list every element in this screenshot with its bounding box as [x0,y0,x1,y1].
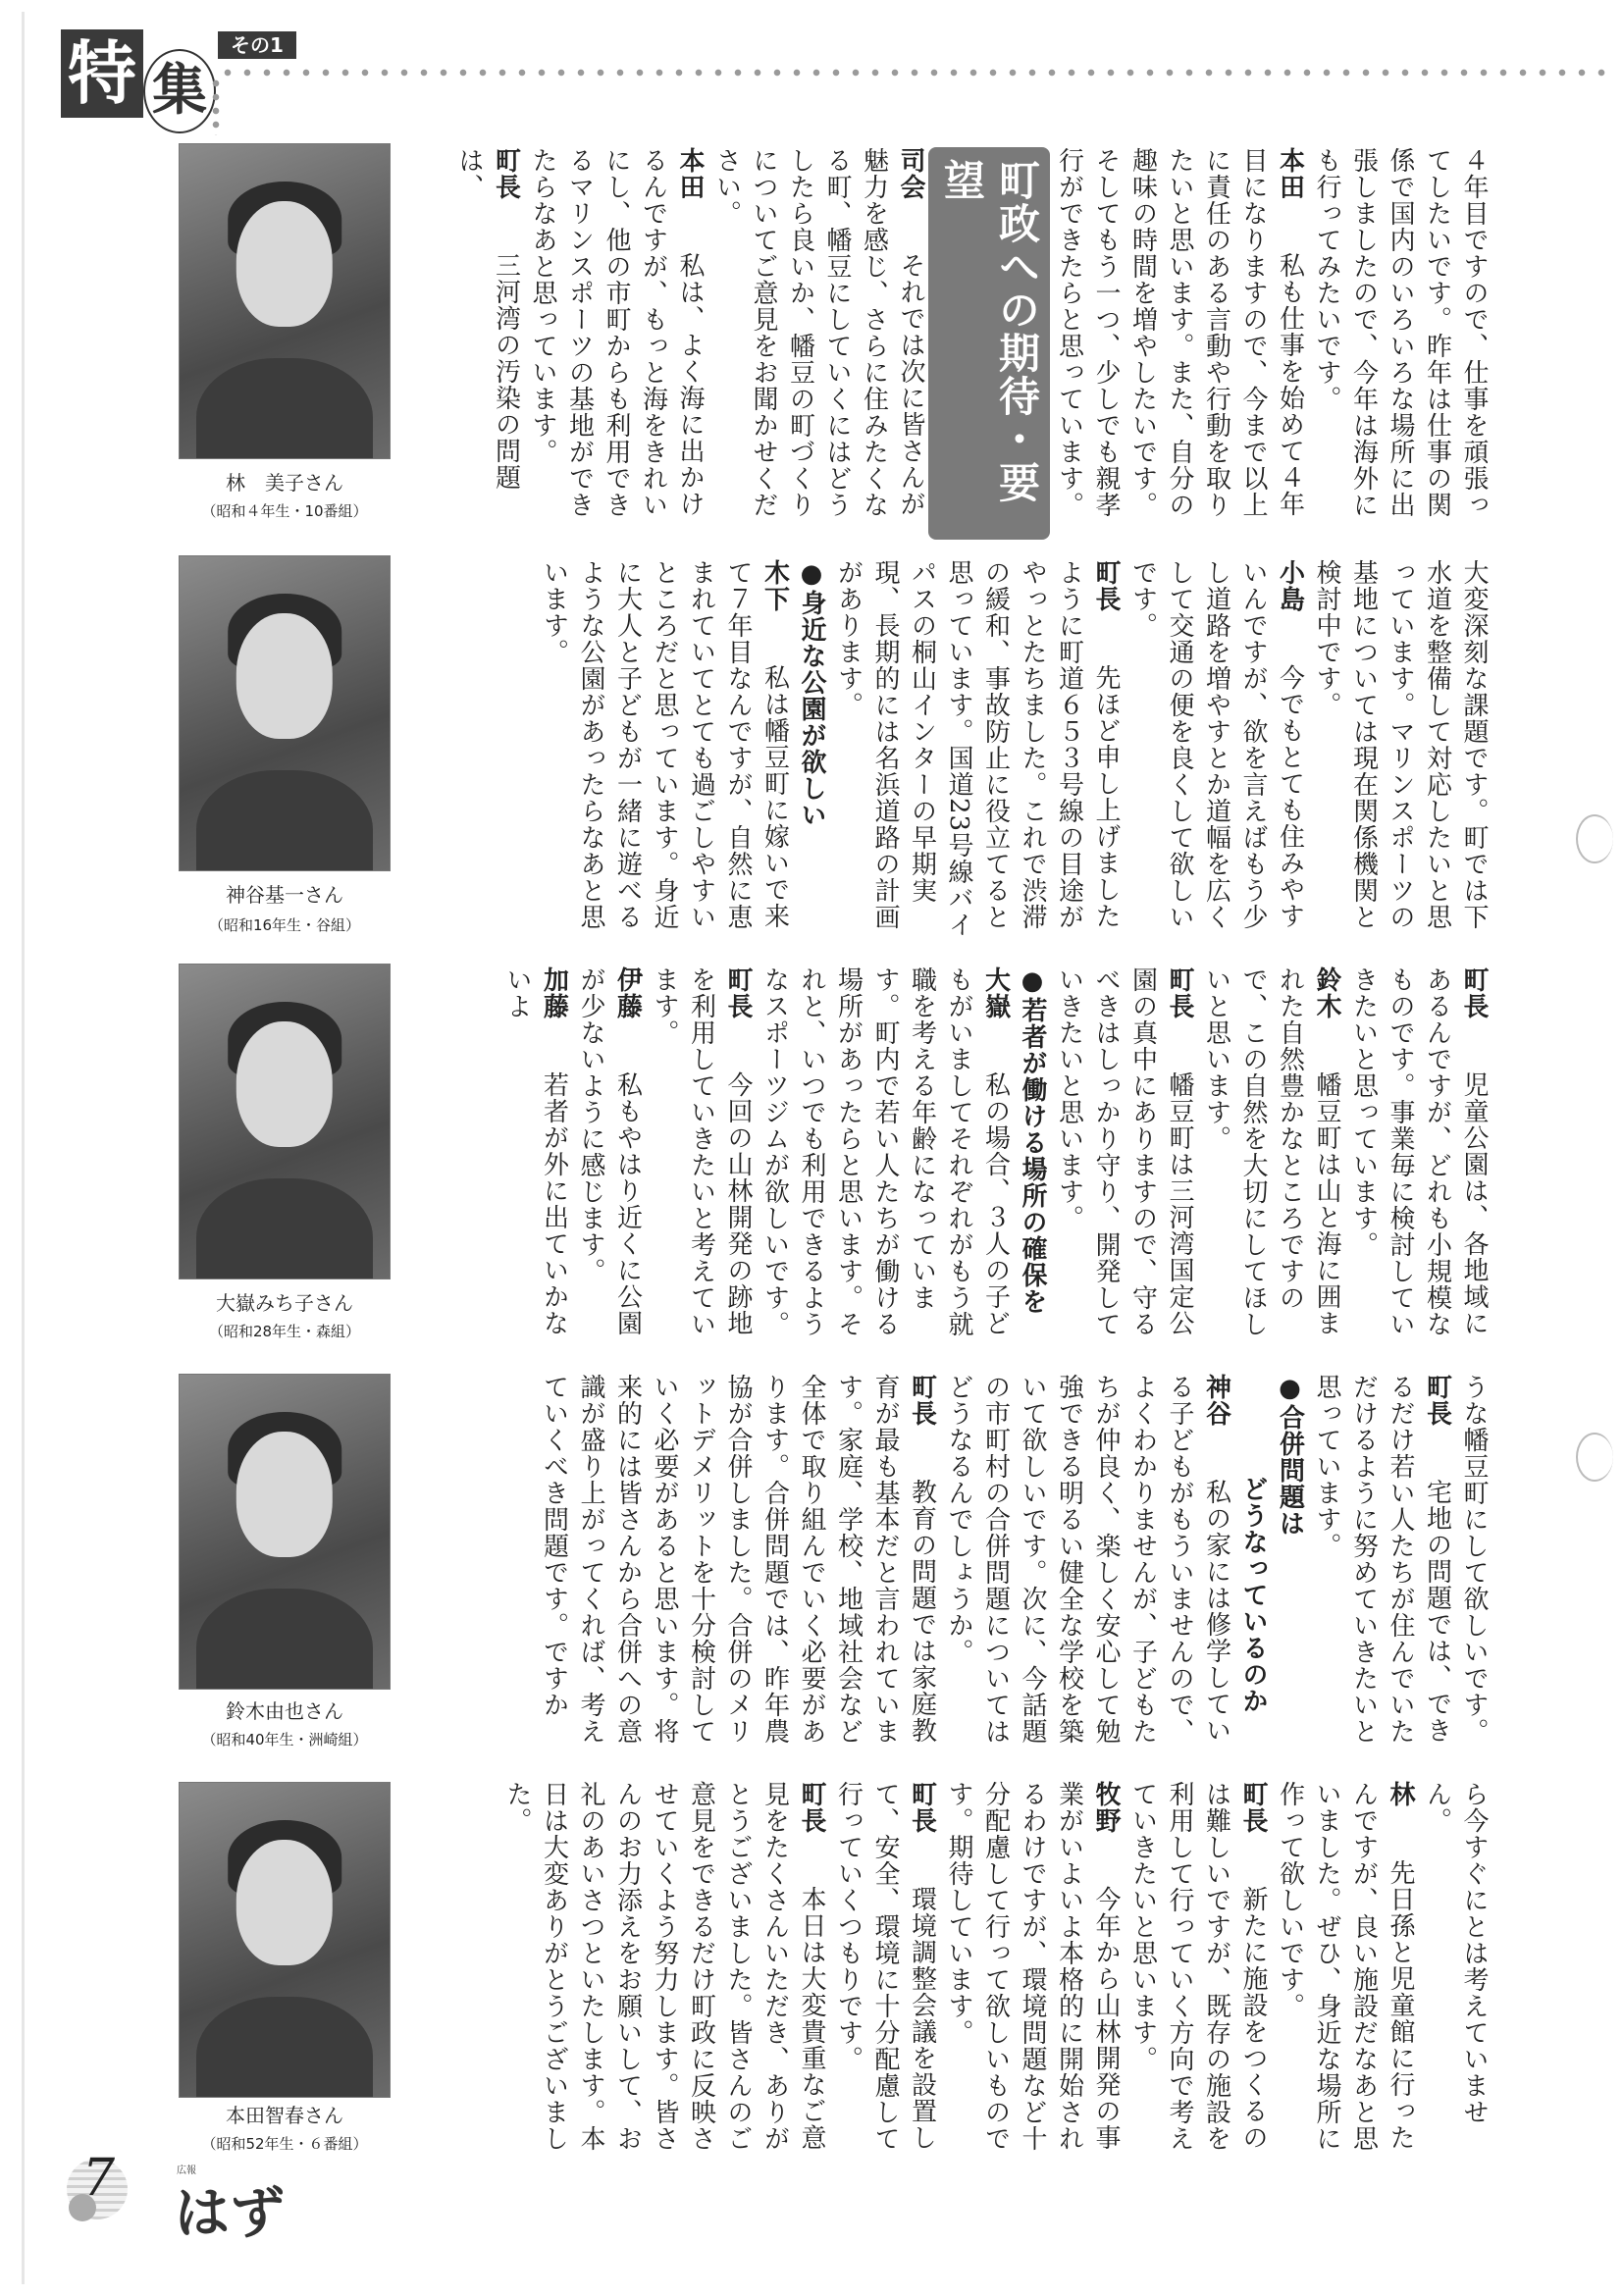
part-label: その1 [218,31,296,59]
paragraph: 町長 児童公園は、各地域にあるんですが、どれも小規模なものです。事業毎に検討していきたいと思っています。 [1348,966,1489,1337]
text-band-5 [432,1781,1492,2173]
speaker-name: 町長 [1238,1781,1268,1834]
paragraph: 町長 教育の問題では家庭教育が最も基本だと言われています。家庭、学校、地域社会など全体で取り組んでいく必要があります。合併問題では、昨年農協が合併しました。合併のメリットデメリットを十分検討していく必要があると思います。将来的には皆さんから合併への意識が盛り上がってくれば、考えていくべき問題です。ですか [539,1374,937,1745]
subheading: ●合併問題は [1275,1374,1305,1537]
paragraph: ４年目ですので、仕事を頑張ってしたいです。昨年は仕事の関係で国内のいろいろな場所に出張しましたので、今年は海外にも行ってみたいです。 [1312,147,1489,518]
dotted-rule [218,69,1611,77]
section-title-wrap [928,147,1050,540]
photo-caption-name: 鈴木由也さん [226,1699,343,1723]
speaker-name: 司会 [896,147,925,200]
dotted-rule-vertical [212,77,220,135]
paragraph: 町長 今回の山林開発の跡地を利用していきたいと考えています。 [650,966,753,1337]
paragraph: ら今すぐにとは考えていません。 [1422,1781,1489,2125]
photo-caption-name: 神谷基一さん [226,883,343,907]
feature-title-char2: 集 [152,59,207,123]
speaker-name: 町長 [797,1781,826,1834]
page-number: 7 [82,2149,116,2208]
paragraph: 町長 幡豆町は三河湾国定公園の真中にありますので、守るべきはしっかり守り、開発していきたいと思います。 [1054,966,1194,1337]
portrait-photo [179,1374,391,1690]
speaker-name: 町長 [907,1374,937,1427]
paragraph: 町長 環境調整会議を設置して、安全、環境に十分配慮して行っていくつもりです。 [833,1781,937,2152]
paragraph: 大変深刻な課題です。町では下水道を整備して対応したいと思っています。マリンスポーツの基地については現在関係機関と検討中です。 [1312,559,1489,930]
photo-caption-name: 本田智春さん [226,2104,343,2127]
feature-title-box [61,29,143,118]
paragraph: 町長 新たに施設をつくるのは難しいですが、既存の施設を利用して行っていく方向で考えていきたいと思います。 [1127,1781,1268,2152]
portrait-photo [179,143,391,459]
photo-caption-info: （昭和４年生・10番組） [201,502,368,520]
speaker-name: 加藤 [539,966,569,1019]
speaker-name: 町長 [1422,1374,1452,1427]
paragraph: 町長 本日は大変貴重なご意見をたくさんいただき、ありがとうございました。皆さんのご意見をできるだけ町政に反映させていくよう努力します。皆さんのお力添えをお願いして、お礼のあいさつといたします。本日は大変ありがとうございました。 [502,1781,826,2152]
paragraph: 本田 私は、よく海に出かけるんですが、もっと海をきれいにし、他の市町からも利用できるマリンスポーツの基地ができたらなあと思っています。 [528,147,705,518]
text-band-4 [432,1374,1492,1766]
speaker-name: 伊藤 [612,966,643,1019]
paragraph: 町長 宅地の問題では、できるだけ若い人たちが住んでいただけるように努めていきたいと思っています。 [1312,1374,1452,1745]
paragraph: 小島 今でもとても住みやすいんですが、欲を言えばもう少し道路を増やすとか道幅を広くして交通の便を良くして欲しいです。 [1127,559,1305,930]
speaker-name: 町長 [1459,966,1489,1019]
paragraph: 大嶽 私の場合、３人の子どもがいましてそれぞれがもう就職を考える年齢になっています。町内で若い人たちが働ける場所があったらと思います。それと、いつでも利用できるようなスポーツジムが欲しいです。 [759,966,1011,1337]
paragraph: 加藤 若者が外に出ていかないよ [502,966,569,1336]
text-band-3 [432,966,1492,1359]
subheading: ●若者が働ける場所の確保を [1018,966,1047,1315]
feature-title-circle [143,49,216,133]
paragraph: うな幡豆町にして欲しいです。 [1459,1374,1489,1745]
paragraph: 伊藤 私もやはり近くに公園が少ないように感じます。 [576,966,643,1336]
publication-logo: はず [175,2182,285,2246]
paragraph: 本田 私も仕事を始めて４年目になりますので、今まで以上に責任のある言動や行動を取りたいと思います。また、自分の趣味の時間を増やしたいです。そしてもう一つ、少しでも親孝行ができたらと思っています。 [1054,147,1305,518]
speaker-name: 小島 [1275,559,1305,612]
paragraph: 神谷 私の家には修学している子どもがもういませんので、よくわかりませんが、子どもたちが仲良く、楽しく安心して勉強できる明るい健全な学校を築いて欲しいです。次に、今話題の市町村の合併問題についてはどうなるんでしょうか。 [944,1374,1231,1745]
speaker-name: 町長 [907,1781,937,1834]
paragraph: 町長 先ほど申し上げましたように町道６５３号線の目途がやっとたちました。これで渋滞の緩和、事故防止に役立てると思っています。国道23号線バイパスの桐山インターの早期実現、長期的には名浜道路の計画があります。 [833,559,1121,939]
speaker-name: 林 [1386,1781,1415,1807]
text-band-1 [432,147,1492,540]
speaker-name: 本田 [1275,147,1305,200]
paragraph: 司会 それでは次に皆さんが魅力を感じ、さらに住みたくなる町、幡豆にしていくにはどうしたら良いか、幡豆の町づくりについてご意見をお聞かせください。 [711,147,925,518]
paragraph: 鈴木 幡豆町は山と海に囲まれた自然豊かなところですので、この自然を大切にしてほしいと思います。 [1201,966,1341,1337]
speaker-name: 神谷 [1201,1374,1231,1427]
feature-title-char1: 特 [68,33,136,114]
paragraph: 木下 私は幡豆町に嫁いで来て７年目なんですが、自然に恵まれていてとても過ごしやすいところだと思っています。身近に大人と子どもが一緒に遊べるような公園があったらなあと思います。 [539,559,790,930]
speaker-name: 鈴木 [1312,966,1341,1019]
speaker-name: 町長 [723,966,753,1019]
subheading: ●身近な公園が欲しい [797,559,826,828]
portrait-photo [179,1782,391,2098]
text-band-2 [432,559,1492,952]
binder-hole-mark [1576,1433,1613,1482]
subheading-line2: どうなっているのか [1238,1476,1268,1714]
speaker-name: 町長 [1091,559,1121,612]
photo-caption-info: （昭和28年生・森組） [208,1323,361,1340]
speaker-name: 町長 [1165,966,1194,1019]
portrait-photo [179,964,391,1279]
speaker-name: 本田 [675,147,705,200]
logo-subtitle: 広報 [177,2166,196,2176]
paragraph: 牧野 今年から山林開発の事業がいよいよ本格的に開始されるわけですが、環境問題など十分配慮して行って欲しいものです。期待しています。 [944,1781,1121,2152]
speaker-name: 大嶽 [980,966,1011,1019]
photo-caption-name: 林 美子さん [226,471,343,495]
portrait-photo [179,555,391,871]
margin-rule [22,12,25,2284]
photo-caption-name: 大嶽みち子さん [216,1291,353,1315]
photo-caption-info: （昭和40年生・洲崎組） [201,1731,368,1748]
speaker-name: 町長 [491,147,521,200]
photo-caption-info: （昭和52年生・６番組） [201,2135,368,2153]
speaker-name: 木下 [759,559,790,612]
photo-caption-info: （昭和16年生・谷組） [208,916,361,934]
binder-hole-mark [1576,814,1613,863]
paragraph: 町長 三河湾の汚染の問題は、 [454,147,521,491]
section-title: 町政への期待・要望 [928,147,1050,540]
paragraph: 林 先日孫と児童館に行ったんですが、良い施設だなあと思いました。ぜひ、身近な場所に作って欲しいです。 [1275,1781,1415,2152]
speaker-name: 牧野 [1091,1781,1121,1834]
